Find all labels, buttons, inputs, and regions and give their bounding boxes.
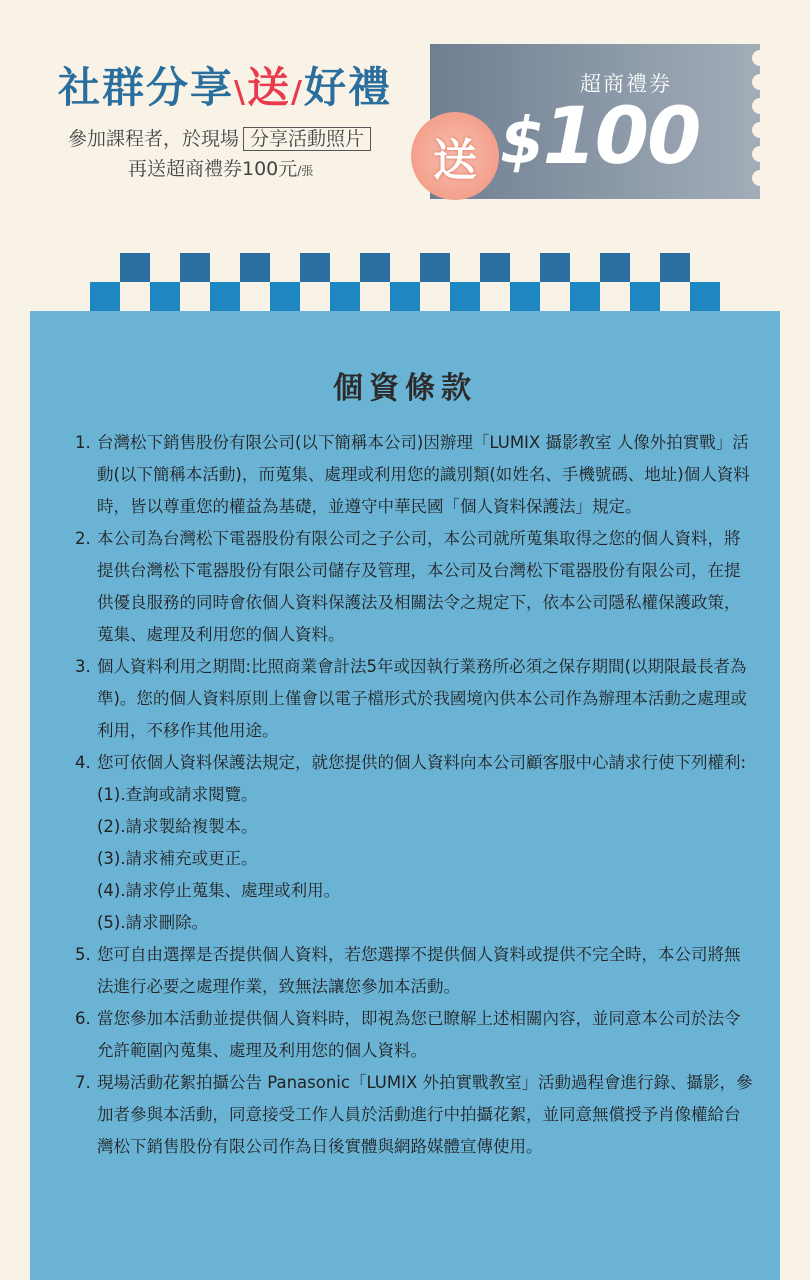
checker-square <box>390 282 420 311</box>
terms-item-text: 現場活動花絮拍攝公告 Panasonic「LUMIX 外拍實戰教室」活動過程會進行錄、攝影，參加者參與本活動，同意接受工作人員於活動進行中拍攝花絮，並同意無償授予肖像權給台灣松下銷售股份有限公司作為日後實體與網路媒體宣傳使用。 <box>97 1073 753 1156</box>
terms-item <box>75 747 755 779</box>
terms-list <box>75 427 755 1163</box>
promo-title: 社群分享\送/好禮 <box>58 63 392 112</box>
terms-title: 個資條款 <box>333 371 477 406</box>
terms-item <box>75 1067 755 1163</box>
terms-item-number: 3. <box>75 657 91 676</box>
terms-item-text: 您可自由選擇是否提供個人資料，若您選擇不提供個人資料或提供不完全時，本公司將無法進行必要之處理作業，致無法讓您參加本活動。 <box>97 945 741 996</box>
terms-item-text: 您可依個人資料保護法規定，就您提供的個人資料向本公司顧客服中心請求行使下列權利: <box>97 753 747 772</box>
checker-square <box>270 282 300 311</box>
promo-line-2: 再送超商禮券100元/張 <box>128 158 314 180</box>
terms-item-text: (5).請求刪除。 <box>97 913 209 932</box>
coupon-amount: $100 <box>500 92 700 182</box>
promo-banner <box>0 0 810 250</box>
checker-square <box>210 282 240 311</box>
checker-square <box>570 282 600 311</box>
terms-item-number: 6. <box>75 1009 91 1028</box>
terms-item-text: (4).請求停止蒐集、處理或利用。 <box>97 881 341 900</box>
ticket-notch-icon <box>752 146 768 162</box>
checker-square <box>330 282 360 311</box>
terms-item <box>75 843 755 875</box>
terms-item-text: 個人資料利用之期間:比照商業會計法5年或因執行業務所必須之保存期間(以期限最長者為準)。您的個人資料原則上僅會以電子檔形式於我國境內供本公司作為辦理本活動之處理或利用，不移作其他用途。 <box>97 657 747 740</box>
ticket-notch-icon <box>752 50 768 66</box>
terms-panel <box>30 311 780 1280</box>
ticket-notch-icon <box>752 74 768 90</box>
checker-square <box>690 282 720 311</box>
terms-item-text: (2).請求製給複製本。 <box>97 817 258 836</box>
terms-item <box>75 875 755 907</box>
ticket-notch-icon <box>752 170 768 186</box>
terms-item <box>75 427 755 523</box>
checker-square <box>180 253 210 282</box>
checker-square <box>240 253 270 282</box>
checker-square <box>150 282 180 311</box>
terms-item <box>75 1003 755 1067</box>
checker-square <box>510 282 540 311</box>
checker-square <box>360 253 390 282</box>
promo-line-1: 參加課程者，於現場 分享活動照片 <box>68 126 371 152</box>
boxed-highlight: 分享活動照片 <box>243 127 371 151</box>
terms-item <box>75 811 755 843</box>
checker-square <box>420 253 450 282</box>
terms-item-text: 當您參加本活動並提供個人資料時，即視為您已瞭解上述相關內容，並同意本公司於法令允許範圍內蒐集、處理及利用您的個人資料。 <box>97 1009 741 1060</box>
checker-square <box>600 253 630 282</box>
terms-item <box>75 907 755 939</box>
terms-item-number: 1. <box>75 433 91 452</box>
terms-item-number: 7. <box>75 1073 91 1092</box>
terms-item-text: (1).查詢或請求閱覽。 <box>97 785 258 804</box>
terms-item-text: 本公司為台灣松下電器股份有限公司之子公司，本公司就所蒐集取得之您的個人資料，將提供台灣松下電器股份有限公司儲存及管理，本公司及台灣松下電器股份有限公司，在提供優良服務的同時會依個人資料保護法及相關法令之規定下，依本公司隱私權保護政策，蒐集、處理及利用您的個人資料。 <box>97 529 741 644</box>
terms-item <box>75 939 755 1003</box>
ticket-notch-icon <box>752 98 768 114</box>
terms-item <box>75 779 755 811</box>
terms-item <box>75 651 755 747</box>
checker-pattern <box>90 253 720 311</box>
checker-square <box>630 282 660 311</box>
terms-item-number: 5. <box>75 945 91 964</box>
ticket-notch-icon <box>752 122 768 138</box>
checker-square <box>540 253 570 282</box>
terms-item-number: 4. <box>75 753 91 772</box>
checker-square <box>90 282 120 311</box>
terms-item-text: 台灣松下銷售股份有限公司(以下簡稱本公司)因辦理「LUMIX 攝影教室 人像外拍實戰」活動(以下簡稱本活動)，而蒐集、處理或利用您的識別類(如姓名、手機號碼、地址)個人資料時，皆以尊重您的權益為基礎，並遵守中華民國「個人資料保護法」規定。 <box>97 433 750 516</box>
checker-square <box>660 253 690 282</box>
terms-item <box>75 523 755 651</box>
checker-square <box>300 253 330 282</box>
checker-square <box>120 253 150 282</box>
checker-square <box>450 282 480 311</box>
coupon-label: 超商禮券 <box>580 72 672 96</box>
send-badge: 送 <box>411 112 499 200</box>
checker-square <box>480 253 510 282</box>
terms-item-text: (3).請求補充或更正。 <box>97 849 258 868</box>
terms-item-number: 2. <box>75 529 91 548</box>
